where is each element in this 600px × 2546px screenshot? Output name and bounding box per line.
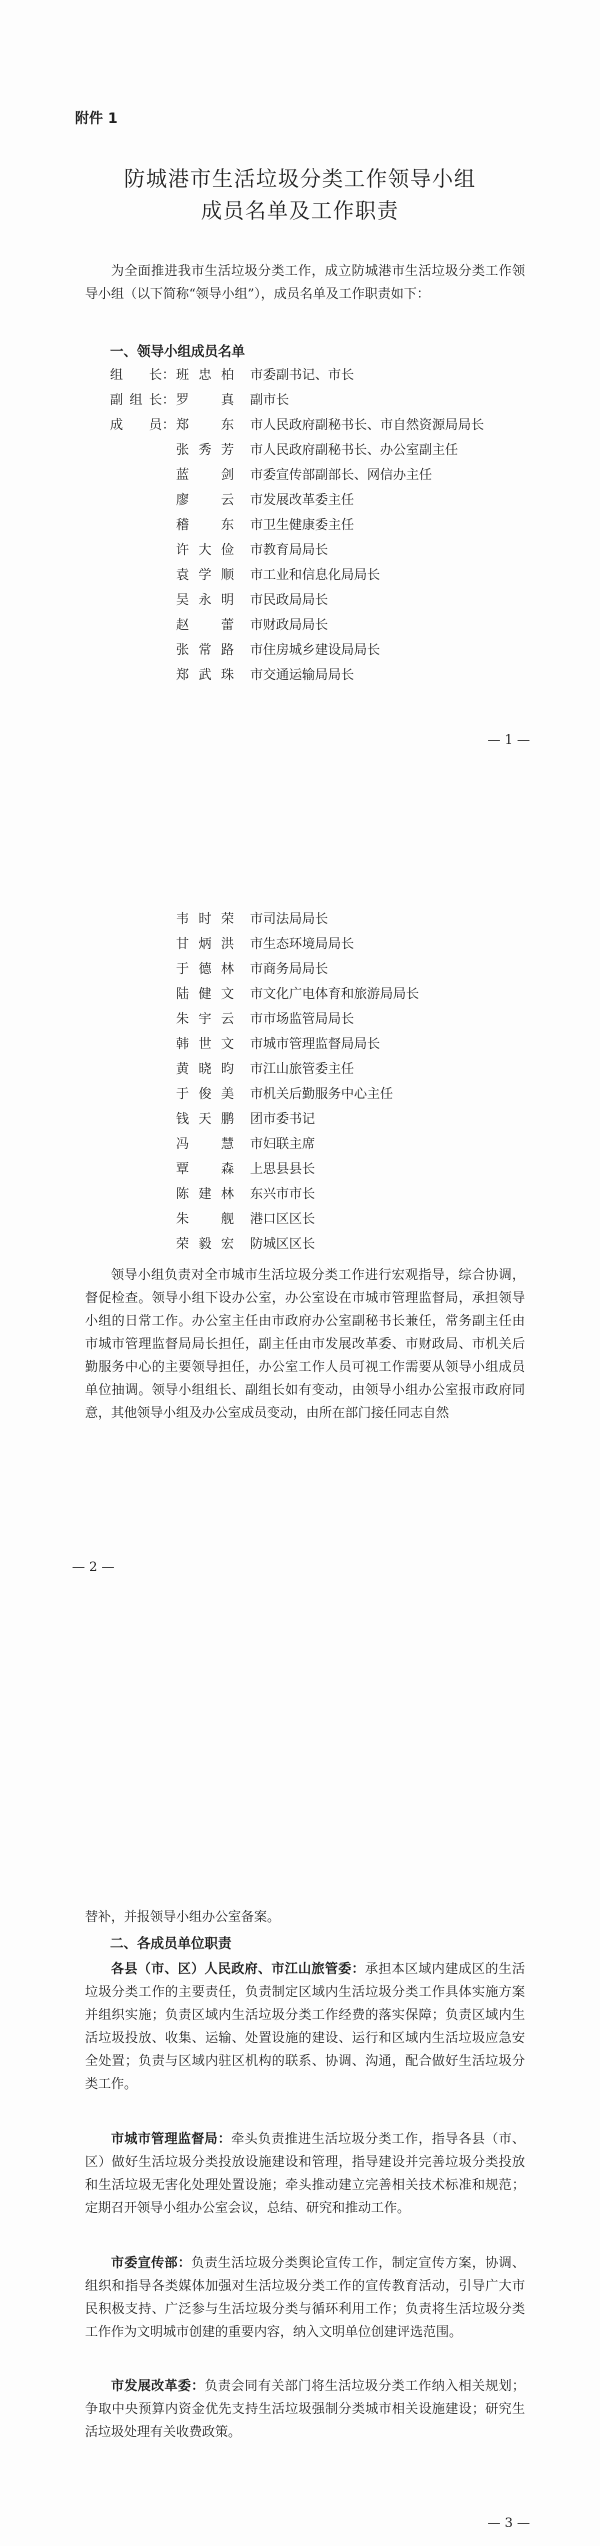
page-number: — 3 —: [487, 2516, 530, 2531]
member-name: 钱天鹏: [176, 1112, 234, 1127]
duty-unit-label: 市委宣传部：: [111, 2256, 192, 2271]
member-row: [176, 983, 419, 1007]
section-2-heading: 二、各成员单位职责: [110, 1936, 232, 1952]
member-name: 于德林: [176, 962, 234, 977]
member-row: [176, 489, 354, 513]
member-row: [176, 539, 328, 563]
duty-paragraph: [85, 2252, 525, 2344]
member-title: 市人民政府副秘书长、办公室副主任: [250, 443, 459, 458]
member-row: [176, 1008, 354, 1032]
member-row: [176, 1233, 315, 1257]
member-name: 蓝 剑: [176, 468, 234, 483]
member-title: 市教育局局长: [250, 543, 329, 558]
member-name: 赵 蕾: [176, 618, 234, 633]
member-row: [176, 664, 354, 688]
member-title: 市司法局局长: [250, 912, 329, 927]
leader-name: 班忠柏: [176, 368, 234, 383]
member-row: [176, 464, 432, 488]
member-row: [176, 1183, 315, 1207]
member-row: [176, 933, 354, 957]
leader-role: 组 长: [110, 368, 162, 383]
member-row: [176, 1083, 393, 1107]
duty-text: 负责生活垃圾分类舆论宣传工作，制定宣传方案，协调、组织和指导各类媒体加强对生活垃圾分类工作的宣传教育活动，引导广大市民积极支持、广泛参与生活垃圾分类与循环利用工作；负责将生活垃圾分类工作作为文明城市创建的重要内容，纳入文明单位创建评选范围。: [85, 2256, 525, 2340]
attachment-label: 附件 1: [75, 111, 118, 127]
duty-unit-label: 市发展改革委：: [111, 2379, 205, 2394]
member-row: [176, 439, 458, 463]
member-row: [176, 1033, 380, 1057]
member-row: [176, 614, 328, 638]
duty-paragraph: [85, 2375, 525, 2444]
member-title: 市生态环境局局长: [250, 937, 355, 952]
member-name: 稽 东: [176, 518, 234, 533]
member-title: 市发展改革委主任: [250, 493, 355, 508]
duty-unit-label: 各县（市、区）人民政府、市江山旅管委：: [111, 1962, 365, 1977]
section-1-heading: 一、领导小组成员名单: [110, 344, 245, 360]
duty-paragraph: [85, 2128, 525, 2220]
member-row: [176, 589, 328, 613]
member-name: 于俊美: [176, 1087, 234, 1102]
member-title: 市文化广电体育和旅游局局长: [250, 987, 420, 1002]
member-title: 市江山旅管委主任: [250, 1062, 355, 1077]
leader-name: 罗 真: [176, 393, 234, 408]
member-row: [176, 639, 380, 663]
leader-row: 副组长：罗 真 副市长: [110, 389, 289, 413]
member-name: 朱 舰: [176, 1212, 234, 1227]
leader-role: 副组长: [110, 393, 162, 408]
member-name: 袁学顺: [176, 568, 234, 583]
member-name: 郑武珠: [176, 668, 234, 683]
member-title: 市财政局局长: [250, 618, 329, 633]
leader-row: 成 员：郑 东 市人民政府副秘书长、市自然资源局局长: [110, 414, 484, 438]
page-2: [0, 818, 600, 1678]
member-name: 甘炳洪: [176, 937, 234, 952]
member-title: 市交通运输局局长: [250, 668, 355, 683]
member-title: 市商务局局长: [250, 962, 329, 977]
member-row: [176, 958, 328, 982]
member-title: 港口区区长: [250, 1212, 316, 1227]
member-title: 东兴市市长: [250, 1187, 316, 1202]
member-title: 市城市管理监督局局长: [250, 1037, 381, 1052]
member-row: [176, 564, 380, 588]
member-title: 市妇联主席: [250, 1137, 316, 1152]
intro-paragraph: 为全面推进我市生活垃圾分类工作，成立防城港市生活垃圾分类工作领导小组（以下简称“领导小组”），成员名单及工作职责如下：: [85, 264, 525, 302]
member-name: 荣毅宏: [176, 1237, 234, 1252]
member-title: 市机关后勤服务中心主任: [250, 1087, 394, 1102]
member-title: 上思县县长: [250, 1162, 316, 1177]
member-title: 市工业和信息化局局长: [250, 568, 381, 583]
leader-title: 副市长: [250, 393, 290, 408]
member-name: 张常路: [176, 643, 234, 658]
page-3: [0, 1678, 600, 2546]
member-title: 市市场监管局局长: [250, 1012, 355, 1027]
duty-text: 承担本区域内建成区的生活垃圾分类工作的主要责任，负责制定区域内生活垃圾分类工作具体实施方案并组织实施；负责区域内生活垃圾分类工作经费的落实保障；负责区域内生活垃圾投放、收集、运输、处置设施的建设、运行和区域内生活垃圾应急安全处置；负责与区域内驻区机构的联系、协调、沟通，配合做好生活垃圾分类工作。: [85, 1962, 525, 2092]
leader-row: 组 长：班忠柏 市委副书记、市长: [110, 364, 354, 388]
leader-role: 成 员: [110, 418, 162, 433]
member-name: 朱宇云: [176, 1012, 234, 1027]
member-name: 陆健文: [176, 987, 234, 1002]
member-row: [176, 1058, 354, 1082]
member-name: 韦时荣: [176, 912, 234, 927]
page-1: [0, 0, 600, 818]
member-name: 冯 慧: [176, 1137, 234, 1152]
member-name: 张秀芳: [176, 443, 234, 458]
duty-text: 牵头负责推进生活垃圾分类工作，指导各县（市、区）做好生活垃圾分类投放设施建设和管理，指导建设并完善垃圾分类投放和生活垃圾无害化处理处置设施；牵头推动建立完善相关技术标准和规范；定期召开领导小组办公室会议，总结、研究和推动工作。: [85, 2132, 525, 2216]
duty-text: 负责会同有关部门将生活垃圾分类工作纳入相关规划；争取中央预算内资金优先支持生活垃圾强制分类城市相关设施建设；研究生活垃圾处理有关收费政策。: [85, 2379, 525, 2440]
member-name: 韩世文: [176, 1037, 234, 1052]
member-title: 市委宣传部副部长、网信办主任: [250, 468, 433, 483]
leader-title: 市人民政府副秘书长、市自然资源局局长: [250, 418, 485, 433]
continuation-text: 替补，并报领导小组办公室备案。: [85, 1910, 281, 1925]
duty-unit-label: 市城市管理监督局：: [111, 2132, 232, 2147]
duty-paragraph: [85, 1958, 525, 2096]
leader-name: 郑 东: [176, 418, 234, 433]
member-row: [176, 1208, 315, 1232]
document-title-line-1: 防城港市生活垃圾分类工作领导小组: [124, 167, 476, 191]
member-name: 陈建林: [176, 1187, 234, 1202]
member-title: 市卫生健康委主任: [250, 518, 355, 533]
member-title: 防城区区长: [250, 1237, 316, 1252]
member-title: 市民政局局长: [250, 593, 329, 608]
member-name: 覃 森: [176, 1162, 234, 1177]
member-row: [176, 1158, 315, 1182]
member-row: [176, 514, 354, 538]
member-row: [176, 1108, 315, 1132]
member-row: [176, 908, 328, 932]
page-number: — 2 —: [72, 1560, 115, 1575]
member-name: 黄晓昀: [176, 1062, 234, 1077]
member-name: 廖 云: [176, 493, 234, 508]
member-title: 市住房城乡建设局局长: [250, 643, 381, 658]
member-row: [176, 1133, 315, 1157]
member-title: 团市委书记: [250, 1112, 316, 1127]
page-number: — 1 —: [487, 733, 530, 748]
member-name: 许大俭: [176, 543, 234, 558]
member-name: 吴永明: [176, 593, 234, 608]
document-title-line-2: 成员名单及工作职责: [201, 199, 399, 223]
leading-group-office-paragraph: 领导小组负责对全市城市生活垃圾分类工作进行宏观指导，综合协调，督促检查。领导小组下设办公室，办公室设在市城市管理监督局，承担领导小组的日常工作。办公室主任由市政府办公室副秘书长兼任，常务副主任由市城市管理监督局局长担任，副主任由市发展改革委、市财政局、市机关后勤服务中心的主要领导担任，办公室工作人员可视工作需要从领导小组成员单位抽调。领导小组组长、副组长如有变动，由领导小组办公室报市政府同意，其他领导小组及办公室成员变动，由所在部门接任同志自然: [85, 1268, 525, 1421]
leader-title: 市委副书记、市长: [250, 368, 355, 383]
